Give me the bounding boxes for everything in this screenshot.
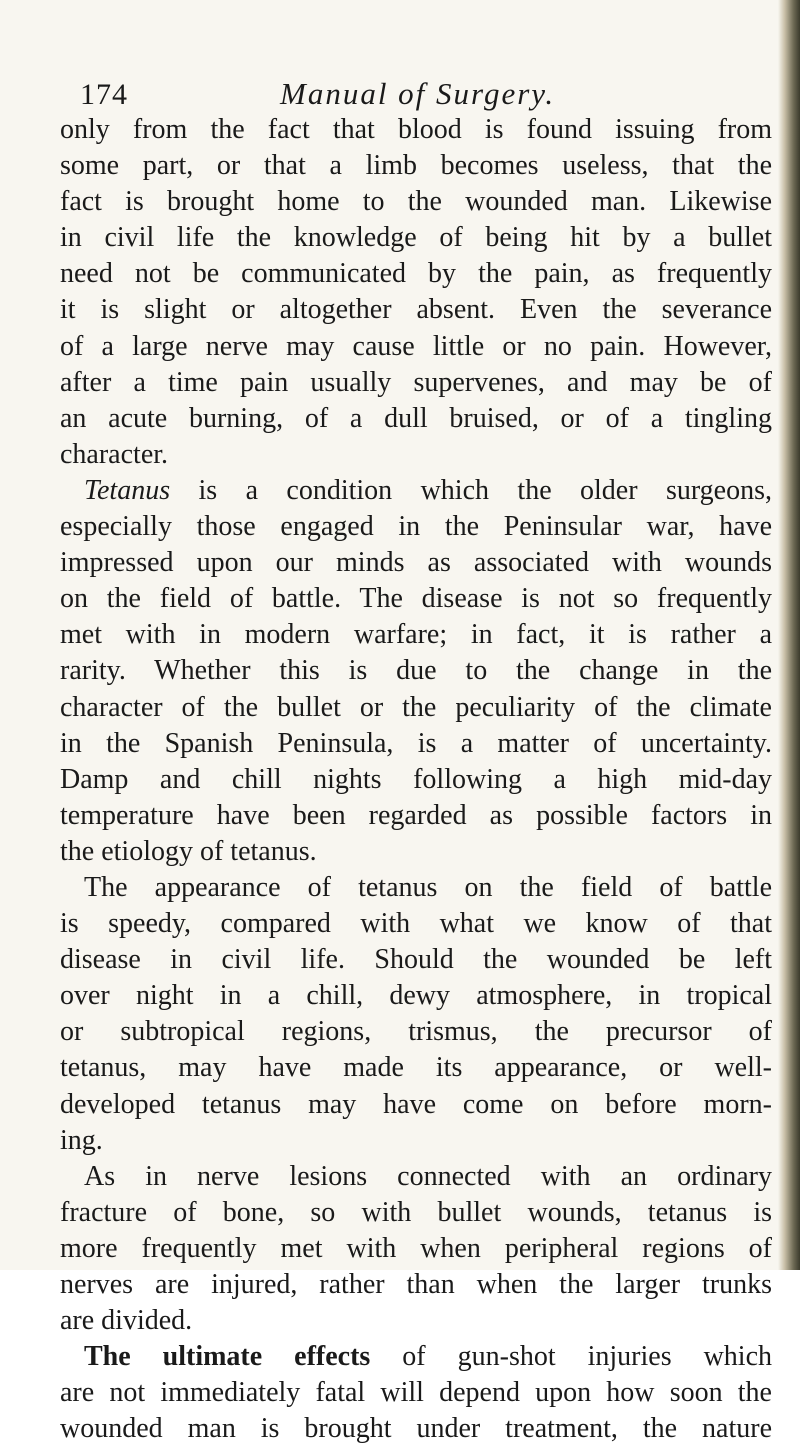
text-line: nerves are injured, rather than when the larger trunks — [60, 1269, 772, 1300]
page-header — [80, 76, 760, 116]
text-line: need not be communicated by the pain, as frequently — [60, 258, 772, 290]
text-line: are not immediately fatal will depend upon how soon the — [60, 1377, 772, 1409]
text-line: temperature have been regarded as possible factors in — [60, 799, 772, 831]
text-line: especially those engaged in the Peninsular war, have — [60, 511, 772, 543]
text-line: Damp and chill nights following a high mid-day — [60, 763, 772, 795]
text-line: are divided. — [60, 1305, 193, 1337]
text-line: it is slight or altogether absent. Even the severance — [60, 294, 772, 326]
text-line: after a time pain usually supervenes, and may be of — [60, 366, 772, 398]
text-line: developed tetanus may have come on before morn- — [60, 1088, 772, 1120]
text-line: impressed upon our minds as associated with wounds — [60, 547, 772, 579]
text-line: ing. — [60, 1124, 103, 1156]
text-line: an acute burning, of a dull bruised, or of a tingling — [60, 402, 772, 434]
text-line: some part, or that a limb becomes useless, that the — [60, 150, 772, 182]
page-number: 174 — [80, 78, 128, 111]
text-line: The ultimate effects of gun-shot injuries which — [84, 1341, 772, 1373]
text-line: rarity. Whether this is due to the change in the — [60, 655, 772, 687]
body-text — [60, 112, 772, 1447]
text-line: As in nerve lesions connected with an ordinary — [84, 1160, 772, 1192]
section-lead-ultimate-effects: The ultimate effects — [84, 1341, 371, 1373]
text-line: character of the bullet or the peculiarity of the climate — [60, 691, 772, 723]
text-line: in the Spanish Peninsula, is a matter of uncertainty. — [60, 727, 772, 759]
text-line: over night in a chill, dewy atmosphere, in tropical — [60, 980, 772, 1012]
text-line: Tetanus is a condition which the older surgeons, — [84, 474, 772, 506]
text-line: fracture of bone, so with bullet wounds, tetanus is — [60, 1196, 772, 1228]
text-line: disease in civil life. Should the wounded be left — [60, 944, 772, 976]
text-line: more frequently met with when peripheral regions of — [60, 1232, 772, 1264]
text-line: met with in modern warfare; in fact, it is rather a — [60, 619, 772, 651]
binding-edge — [778, 0, 800, 1270]
text-line: of a large nerve may cause little or no pain. However, — [60, 330, 772, 362]
text-line: fact is brought home to the wounded man. Likewise — [60, 186, 772, 218]
text-line: character. — [60, 438, 169, 470]
text-line: The appearance of tetanus on the field of battle — [84, 871, 772, 903]
section-lead-tetanus: Tetanus — [84, 474, 171, 506]
text-line: is speedy, compared with what we know of that — [60, 908, 772, 940]
text-line: in civil life the knowledge of being hit by a bullet — [60, 222, 772, 254]
text-line: or subtropical regions, trismus, the precursor of — [60, 1016, 772, 1048]
text-line: the etiology of tetanus. — [60, 835, 317, 867]
text-line: tetanus, may have made its appearance, or well- — [60, 1052, 772, 1084]
text-line: only from the fact that blood is found issuing from — [60, 114, 772, 145]
text-line: on the field of battle. The disease is not so frequently — [60, 583, 772, 615]
text-line: wounded man is brought under treatment, the nature — [60, 1413, 772, 1445]
running-head: Manual of Surgery. — [280, 76, 556, 111]
